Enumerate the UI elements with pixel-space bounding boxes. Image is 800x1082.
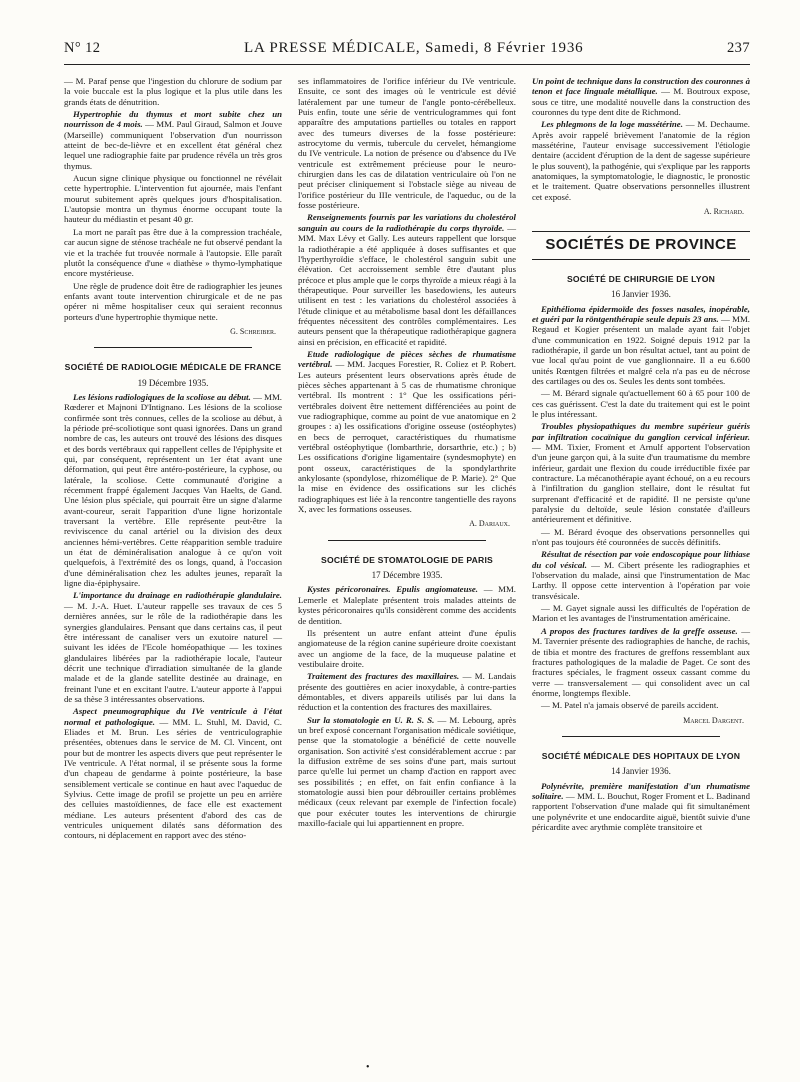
article-heading: Hypertrophie du thymus et mort subite chez un nourrisson de 4 mois. [64, 109, 282, 130]
column-3 [532, 76, 750, 834]
paragraph: — M. Lebourg, après un bref exposé concernant l'organisation médicale soviétique, pense que la stomatologie a bénéficié de cette nouvelle organisation. Son activité s'est considérablement accrue : par la diffusion extrême de ses soins d'une part, mais surtout parce qu'elle lui permet un champ d'action en rapport avec ses possibilités ; en effet, on fait enfin confiance à la stomatologie aussi bien pour débrouiller certains problèmes médicaux (ceux relevant par exemple de l'infection focale) que pour exécuter toutes les interventions de chirurgie maxillo-faciale qui lui appartiennent en propre. [298, 714, 516, 829]
section-banner: SOCIÉTÉS DE PROVINCE [532, 231, 750, 259]
society-heading: SOCIÉTÉ DE STOMATOLOGIE DE PARIS [321, 554, 493, 565]
paragraph: — MM. L. Stuhl, M. David, C. Eliades et M. Brun. Les séries de ventriculographie présentées, obtenues dans le service de M. Cl. Vincent, ont pour but de montrer les aspects divers que peut représenter le IVe ventricule. A l'état normal, il se présente sous la forme d'un chapeau de gendarme à pointe postérieure, la base sensiblement verticale se continue en haut avec l'aqueduc de Sylvius. Cette image de profil se projette un peu en arrière des celluies mastoïdiennes, de face elle est exactement médiane. Les auteurs présentent d'abord des cas de ventricules uniquement dilatés sans déformation des contours, ni déplacement en rapport avec des sténo- [64, 716, 282, 841]
paragraph: — M. Dechaume. Après avoir rappelé brièvement l'anatomie de la région massétérine, l'auteur envisage successivement l'étiologie dentaire (accident d'éruption de la dent de sagesse supérieure le plus souvent), la pathogénie, qui s'explique par les rapports anatomiques, la symptomatologie, le diagnostic, le pronostic et le traitement. Quatre observations personnelles illustrent cet exposé. [532, 119, 751, 202]
article-heading: Polynévrite, première manifestation d'un rhumatisme solitaire. [532, 780, 750, 801]
header-rule [64, 64, 750, 65]
paragraph: — M. Bérard évoque des observations personnelles qui n'ont pas toujours été couronnées de succès définitifs. [532, 526, 750, 548]
article-heading: Les lésions radiologiques de la scoliose au début. [73, 391, 251, 402]
article-heading: Traitement des fractures des maxillaires. [307, 671, 460, 682]
paragraph: — M. Bérard signale qu'actuellement 60 à 65 pour 100 de ces cas guérissent. C'est la date du traitement qui est le point le plus intéressant. [532, 388, 750, 419]
publication-title: LA PRESSE MÉDICALE, Samedi, 8 Février 1936 [244, 40, 584, 56]
session-date: 14 Janvier 1936. [611, 766, 671, 777]
article-heading: L'importance du drainage en radiothérapie glandulaire. [73, 590, 282, 601]
article-heading: Epithélioma épidermoïde des fosses nasales, inopérable, et guéri par la röntgenthérapie seule depuis 23 ans. [532, 303, 750, 324]
paragraph: — MM. Lemerle et Maleplate présentent trois malades atteints de kystes péricoronaires qu'ils considèrent comme des accidents de dentition. [298, 584, 517, 626]
article-heading: Un point de technique dans la construction des couronnes à tenon et face linguale métallique. [532, 76, 750, 97]
column-2 [298, 76, 516, 830]
column-1 [64, 76, 282, 843]
section-divider [94, 347, 252, 348]
page-number: 237 [727, 40, 750, 56]
paragraph: — MM. L. Bouchut, Roger Froment et L. Badinand rapportent l'observation d'une malade qui fit simultanément une polynévrite et une endocardite aiguë, bientôt suivie d'une péricardite avec arythmie complète transitoire et [532, 790, 750, 832]
paragraph: — M. Boutroux expose, sous ce titre, une modalité nouvelle dans la construction des couronnes du type dent dite de Richmond. [532, 86, 751, 118]
paragraph: — M. Tavernier présente des radiographies de hanche, de rachis, de tibia et montre des fractures de greffons ressemblant aux fractures pathologiques de la maladie de Paget. Ce sont des fractures spéciales, le fragment osseux cassant comme du verre — transversalement — qui consolident avec un cal énorme, longtemps flexible. [532, 625, 751, 698]
paragraph: — MM. Tixier, Froment et Arnulf apportent l'observation d'un jeune garçon qui, à la suite d'un traumatisme du membre inférieur, gardait une flexion du coude irréductible fixée par contracture. La mécanothérapie ayant échoué, on a eu recours à l'infiltration du ganglion stellaire, dont le résultat fut surprenant d'efficacité et de rapidité. Il ne persiste qu'une paralysie du deltoïde, seule lésion constatée d'ailleurs antérieurement et définitive. [532, 441, 750, 525]
paragraph: — MM. Paul Giraud, Salmon et Jouve (Marseille) communiquent l'observation d'un nourrisson atteint de bec-de-lièvre et en excellent état général chez lequel une radiographie faite par prudence révéla un très gros thymus. [64, 119, 282, 171]
paragraph: — MM. Rœderer et Majnoni D'Intignano. Les lésions de la scoliose confirmée sont très connues, celles de la scoliose au début, à la période pré-scoliotique sont quasi ignorées. Dans un grand nombre de cas, les auteurs ont trouvé des lésions des disques et des bords vertébraux qui rappellent celles de l'épiphysite et qui, par conséquent, représentent un 1er état avant une déformation, qui peut être antéro-postérieure, la cyphose, ou latérale, la scoliose. Cette communauté d'origine a récemment frappé également Jacques Van Haelts, de Gand. Une lésion plus spéciale, qui pourrait être un signe d'alarme avant-coureur, serait l'apparition d'une ligne horizontale traversant la vertèbre. Elle représente peut-être la reviviscence du canal artériel ou la division des deux anciennes hémi-vertèbres. Cette réapparition semble traduire un état de déminéralisation analogue à ce qu'on voit quelquefois, à l'extrémité des os longs, quand, à l'occasion d'une déminéralisation chez les adultes jeunes, reparaît la ligne dia-épiphysaire. [64, 391, 282, 589]
paragraph: Une règle de prudence doit être de radiographier les jeunes enfants avant toute intervention chirurgicale et de ne pas opérer ni même hospitaliser ceux qui seraient reconnus porteurs d'une hypertrophie thymique nette. [64, 280, 282, 322]
paragraph: — M. Patel n'a jamais observé de pareils accident. [541, 700, 719, 711]
page-header [64, 40, 750, 62]
article-heading: Les phlegmons de la loge massétérine. [541, 119, 683, 130]
paragraph: — M. Landais présente des gouttières en acier inoxydable, à contre-parties démontables, et divers appareils utilisés par lui dans la réduction et la contention des fractures des maxillaires. [298, 671, 516, 713]
paragraph: — M. J.-A. Huet. L'auteur rappelle ses travaux de ces 5 dernières années, sur le rôle de la radiothérapie dans les synergies glandulaires. Pensant que dans certains cas, il peut être intéressant de canaliser vers un exutoire naturel — suivant les idées de l'Ecole homéopathique — les toxines glandulaires libérées par la radiothérapie locale, l'auteur décrit une technique d'irradiation simultanée de la glande malade et de la glande satellite destinée au drainage, en freinant l'une et en excitant l'autre. L'auteur apporte à l'appui de sa thèse 3 intéressantes observations. [64, 600, 282, 704]
section-divider [562, 736, 720, 737]
article-heading: Troubles physiopathiques du membre supérieur guéris par infiltration cocaïnique du ganglion cervical inférieur. [532, 421, 750, 442]
paragraph: — M. Gayet signale aussi les difficultés de l'opération de Marion et les avantages de l'instrumentation américaine. [532, 603, 750, 624]
section-divider [328, 540, 486, 541]
article-heading: Kystes péricoronaires. Epulis angiomateuse. [307, 584, 478, 595]
paragraph: — MM. Regaud et Kogier présentent un malade ayant fait l'objet d'une communication en 1922. Soigné depuis 1912 par la radiothérapie, il garde un bon résultat actuel, tant au point de vue local qu'au point de vue ganglionnaire. Il a eu 6.600 unités Rœntgen filtrées et malgré cela n'a pas eu de nécrose des cartilages ou des os. Seules les dents sont tombées. [532, 313, 750, 386]
article-heading: Aspect pneumographique du IVe ventricule à l'état normal et pathologique. [64, 706, 282, 727]
article-heading: Renseignements fournis par les variations du cholestérol sanguin au cours de la radiothérapie du corps thyroïde. [298, 212, 516, 233]
paragraph: — MM. Max Lévy et Gally. Les auteurs rappellent que lorsque la radiothérapie a été appliquée à doses suffisantes et que l'hyperthyroïdie s'efface, le cholestérol sanguin subit une élévation. Cet accroissement semble être d'autant plus précoce et plus ample que le corps thyroïde a mieux réagi à la thérapeutique. Pour surveiller les basedowiens, les auteurs utilisent en test : les variations du cholestérol associées à l'étude clinique et au métabolisme basal dont les défaillances fréquentes nécessitent des contrôles complémentaires. Les auteurs pensent que la thérapeutique radiothérapique gagnera ainsi en précision, en efficacité et rapidité. [298, 222, 516, 347]
paragraph: — MM. Jacques Forestier, R. Coliez et P. Robert. Les auteurs présentent leurs observations après étude de pièces sèches appartenant à 5 cas de rhumatisme chronique vertébral. Ils montrent : 1° Que les ossifications péri-vertébrales doivent être nettement différenciées au point de vue radiographique, comme au point de vue anatomique en 2 groupes : a) les ossifications d'origine osseuse (ostéophytes) en becs de perroquet, caractéristiques du rhumatisme vertébral ostéophytique (lombarthrie, dorsarthrie, etc.) ; b) Les ossifications d'origine ligamentaire (syndesmophyte) en pont osseux, caractéristiques de la spondylarthrite ankylosante (spondylose, rhizomélique de P. Marie). 2° Que la mise en évidence des ossifications sur les clichés radiographiques est liée à la rencontre tangentielle des rayons X, avec les formations osseuses. [298, 359, 517, 515]
page-mark: • [366, 1062, 370, 1073]
society-heading: SOCIÉTÉ DE CHIRURGIE DE LYON [566, 273, 716, 284]
author-signature: Marcel Dargent. [683, 715, 744, 725]
article-heading: Etude radiologique de pièces sèches de rhumatisme vertébral. [298, 348, 516, 370]
paragraph: ses inflammatoires de l'orifice inférieur du IVe ventricule. Ensuite, ce sont des images où le ventricule est dévié latéralement par une tumeur de l'angle ponto-cérébelleux. Puis enfin, toute une série de ventriculogrammes qui font apparaître des amputations partielles ou totales en rapport avec des tumeurs diverses de la fosse postérieure: astrocytome du vermis, tubercule du cervelet, hémangiome du IVe ventricule. La notion de présence ou d'absence du IVe ventricule est extrêmement précieuse pour le neuro-chirurgien dans les cas de dilatation ventriculaire où l'on ne peut préciser cliniquement si l'obstacle siège au niveau de l'orifice postérieur du IIIe ventricule, de l'aqueduc, ou de la fosse postérieure. [298, 76, 516, 211]
paragraph: Aucun signe clinique physique ou fonctionnel ne révélait cette hypertrophie. L'intervention fut ajournée, mais l'enfant mourut subitement après quelques jours d'hospitalisation. L'autopsie montra un thymus énorme occupant toute la hauteur du médiastin et pesant 40 gr. [64, 173, 282, 225]
paragraph: Ils présentent un autre enfant atteint d'une épulis angiomateuse de la région canine supérieure droite coexistant avec un angiome de la face, de la muqueuse palatine et vestibulaire droite. [298, 627, 516, 669]
paragraph: — M. Cibert présente les radiographies et l'observation du malade, ainsi que l'instrumentation de Mac Larthy. Il oppose cette intervention à l'opération par voie transvésicale. [532, 559, 750, 601]
paragraph: La mort ne paraît pas être due à la compression trachéale, car aucun signe de sténose trachéale ne fut observé pendant la vie et la trachée fut trouvée normale à l'autopsie. Elle paraît plutôt la conséquence d'une « diathèse » thymo-lymphatique encore mystérieuse. [64, 226, 282, 279]
article-heading: Sur la stomatologie en U. R. S. S. [307, 714, 435, 725]
session-date: 19 Décembre 1935. [137, 377, 209, 388]
society-heading: SOCIÉTÉ DE RADIOLOGIE MÉDICALE DE FRANCE [64, 362, 282, 373]
author-signature: A. Richard. [703, 207, 744, 217]
article-heading: A propos des fractures tardives de la greffe osseuse. [541, 625, 738, 636]
issue-number: N° 12 [64, 40, 101, 56]
article-heading: Résultat de résection par voie endoscopique pour lithiase du col vésical. [532, 549, 750, 570]
society-heading: SOCIÉTÉ MÉDICALE DES HOPITAUX DE LYON [541, 750, 741, 761]
session-date: 16 Janvier 1936. [611, 289, 671, 300]
author-signature: G. Schreiber. [230, 326, 276, 336]
author-signature: A. Dariaux. [469, 519, 510, 529]
paragraph: — M. Paraf pense que l'ingestion du chlorure de sodium par la voie buccale est la plus logique et la plus utile dans les grands états de dénutrition. [64, 76, 282, 107]
session-date: 17 Décembre 1935. [371, 570, 443, 581]
